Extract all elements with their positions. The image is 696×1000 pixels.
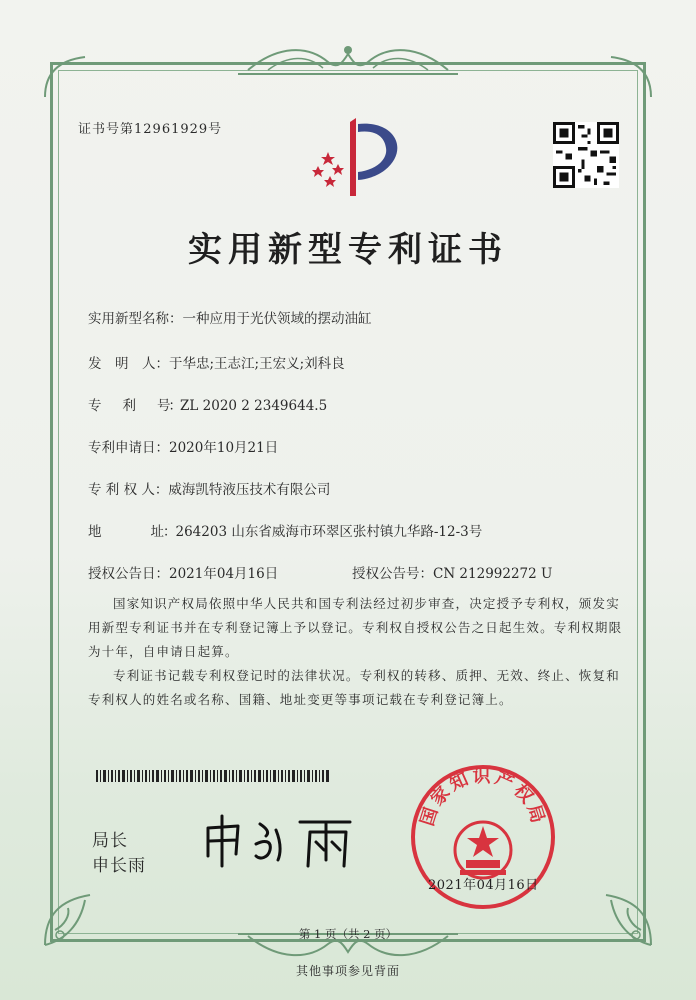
grant-number-value: CN 212992272 U bbox=[433, 566, 553, 582]
corner-ornament-top-right bbox=[606, 52, 656, 102]
director-name: 申长雨 bbox=[92, 856, 146, 876]
seal-date: 2021年04月16日 bbox=[428, 878, 539, 893]
inventor-value: 于华忠;王志江;王宏义;刘科良 bbox=[169, 356, 345, 372]
qr-code bbox=[553, 122, 619, 188]
address-value: 264203 山东省威海市环翠区张村镇九华路-12-3号 bbox=[175, 524, 483, 540]
seal-text: 国家知识产权局 bbox=[416, 766, 550, 829]
filing-date-row bbox=[88, 436, 278, 456]
utility-model-name-label: 实用新型名称： bbox=[88, 311, 183, 327]
handwritten-signature bbox=[200, 810, 360, 870]
patentee-row bbox=[88, 478, 330, 498]
grant-number-label: 授权公告号： bbox=[352, 566, 433, 582]
legal-status-paragraph: 专利证书记载专利权登记时的法律状况。专利权的转移、质押、无效、终止、恢复和专利权人的姓名或名称、国籍、地址变更等事项记载在专利登记簿上。 bbox=[88, 668, 620, 707]
patent-number-row bbox=[88, 394, 327, 414]
patent-number-label: 专 利 号： bbox=[88, 398, 180, 414]
corner-ornament-top-left bbox=[40, 52, 90, 102]
inventor-label: 发 明 人： bbox=[88, 356, 169, 372]
back-note: 其他事项参见背面 bbox=[295, 964, 400, 978]
director-title: 局长 bbox=[92, 831, 128, 851]
svg-text:国家知识产权局 bbox=[417, 765, 549, 828]
certificate-number: 证书号第12961929号 bbox=[78, 122, 223, 137]
grant-number-row bbox=[352, 562, 552, 582]
grant-date-label: 授权公告日： bbox=[88, 566, 169, 582]
patentee-value: 威海凯特液压技术有限公司 bbox=[168, 482, 331, 498]
utility-model-name-row bbox=[88, 307, 372, 327]
barcode bbox=[96, 770, 330, 782]
grant-date-value: 2021年04月16日 bbox=[169, 566, 279, 582]
grant-date-row bbox=[88, 562, 278, 582]
grant-statement-paragraph: 国家知识产权局依照中华人民共和国专利法经过初步审查，决定授予专利权，颁发实用新型专利证书并在专利登记簿上予以登记。专利权自授权公告之日起生效。专利权期限为十年，自申请日起算。 bbox=[88, 596, 623, 659]
top-ornament bbox=[238, 40, 458, 80]
page-number: 第 1 页（共 2 页） bbox=[298, 927, 398, 941]
patent-number-value: ZL 2020 2 2349644.5 bbox=[180, 398, 328, 414]
filing-date-value: 2020年10月21日 bbox=[169, 440, 279, 456]
inventor-row bbox=[88, 352, 345, 372]
patentee-label: 专 利 权 人： bbox=[88, 482, 169, 498]
certificate-title: 实用新型专利证书 bbox=[188, 230, 508, 270]
filing-date-label: 专利申请日： bbox=[88, 440, 169, 456]
address-label: 地 址： bbox=[88, 524, 176, 540]
utility-model-name-value: 一种应用于光伏领域的摆动油缸 bbox=[182, 311, 372, 327]
cnipa-logo-icon bbox=[300, 110, 410, 200]
address-row bbox=[88, 520, 482, 540]
